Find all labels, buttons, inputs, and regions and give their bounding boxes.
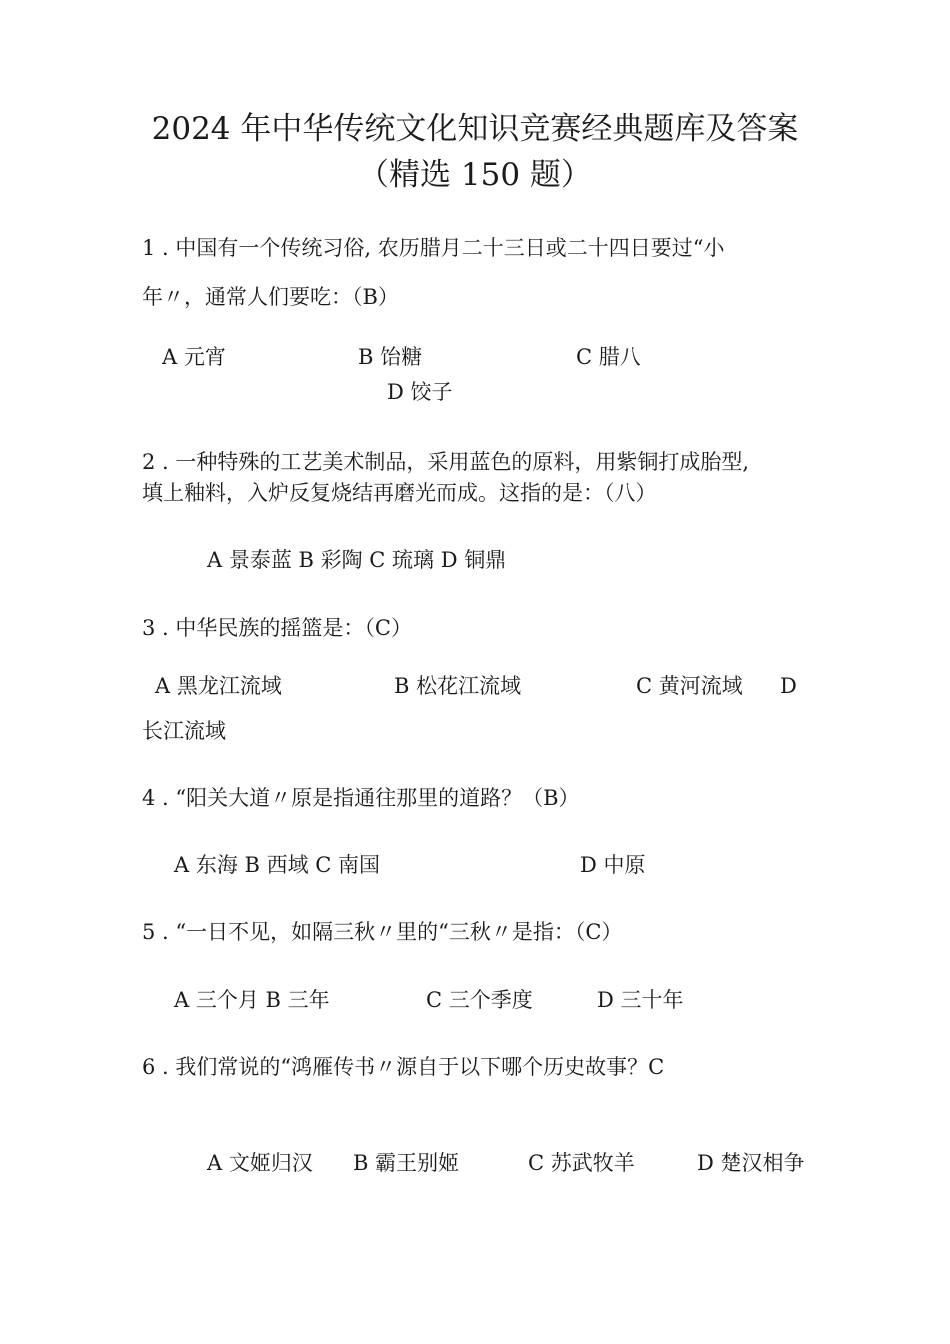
question-6-option-b: B 霸王别姬 [353,1151,460,1175]
question-2-stem-line-2: 填上釉料，入炉反复烧结再磨光而成。这指的是：（八） [142,481,657,505]
question-4-option-d: D 中原 [580,853,646,877]
question-3-option-d-text: 长江流域 [142,719,226,743]
question-5-option-c: C 三个季度 [426,988,533,1012]
question-1-option-d: D 饺子 [387,380,453,404]
question-5-stem: 5 . “一日不见，如隔三秋〃里的“三秋〃是指：（C） [142,920,623,944]
question-1-stem-line-1: 1 . 中国有一个传统习俗, 农历腊月二十三日或二十四日要过“小 [142,236,725,260]
question-1-option-a: A 元宵 [162,345,226,369]
question-1-option-c: C 腊八 [576,345,641,369]
question-5-option-d: D 三十年 [597,988,684,1012]
question-3-option-b: B 松花江流域 [394,674,522,698]
page-subtitle: （精选 150 题） [358,157,592,193]
question-3-option-c: C 黄河流域 [636,674,743,698]
question-4-stem: 4 . “阳关大道〃原是指通往那里的道路？（B） [142,786,580,810]
question-6-option-c: C 苏武牧羊 [528,1151,635,1175]
question-3-option-a: A 黑龙江流域 [155,674,282,698]
question-5-options-ab: A 三个月 B 三年 [174,988,330,1012]
question-3-stem: 3 . 中华民族的摇篮是：（C） [142,616,412,640]
question-6-option-a: A 文姬归汉 [207,1151,313,1175]
question-6-option-d: D 楚汉相争 [697,1151,805,1175]
question-1-stem-line-2: 年〃，通常人们要吃：（B） [142,285,399,309]
question-2-options: A 景泰蓝 B 彩陶 C 琉璃 D 铜鼎 [207,548,507,572]
question-1-option-b: B 饴糖 [358,345,423,369]
page-title: 2024 年中华传统文化知识竞赛经典题库及答案 [151,111,799,147]
question-3-option-d-letter: D [780,674,797,698]
question-2-stem-line-1: 2 . 一种特殊的工艺美术制品，采用蓝色的原料，用紫铜打成胎型, [142,450,750,474]
question-6-stem: 6 . 我们常说的“鸿雁传书〃源自于以下哪个历史故事？C [142,1055,665,1079]
question-4-options-abc: A 东海 B 西域 C 南国 [174,853,381,877]
